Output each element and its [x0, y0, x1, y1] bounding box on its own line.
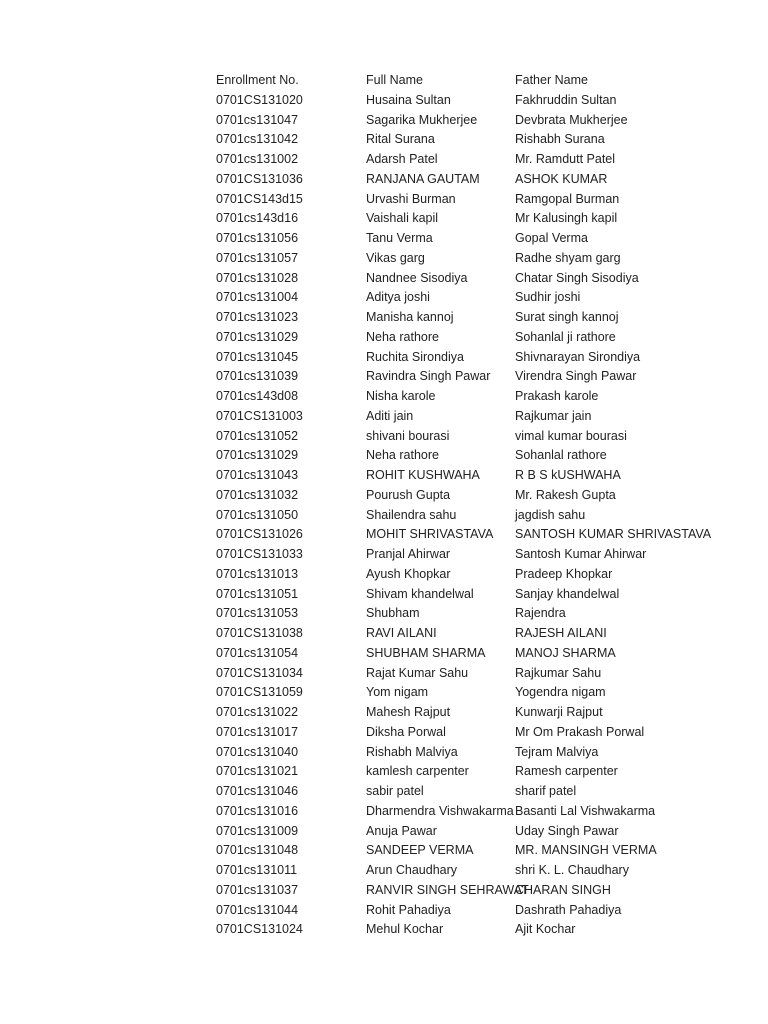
full-name-cell: Yom nigam: [366, 685, 429, 700]
enrollment-no-cell: 0701CS143d15: [216, 191, 303, 206]
enrollment-no-cell: 0701cs131022: [216, 705, 299, 719]
table-header-row: [216, 71, 662, 91]
enrollment-no-cell: 0701cs131016: [216, 803, 299, 818]
enrollment-no-cell: 0701cs131013: [216, 566, 299, 581]
enrollment-no-cell: 0701CS131003: [216, 408, 303, 423]
full-name-cell: Aditi jain: [366, 408, 414, 423]
table-row: [216, 901, 662, 921]
full-name-cell: SANDEEP VERMA: [366, 843, 474, 858]
full-name-cell: Shivam khandelwal: [366, 586, 474, 601]
enrollment-no-cell: 0701cs131039: [216, 369, 299, 384]
table-row: [216, 387, 662, 407]
enrollment-no-cell: 0701cs131009: [216, 823, 299, 838]
full-name-cell: Rohit Pahadiya: [366, 902, 451, 917]
full-name-cell: RAVI AILANI: [366, 626, 437, 640]
full-name-cell: Anuja Pawar: [366, 823, 437, 838]
enrollment-no-cell: 0701cs131042: [216, 132, 299, 147]
table-row: [216, 249, 662, 269]
table-row: [216, 328, 662, 348]
father-name-cell: Ramgopal Burman: [515, 191, 620, 206]
table-row: [216, 288, 662, 308]
table-row: [216, 782, 662, 802]
full-name-cell: Mahesh Rajput: [366, 705, 451, 719]
full-name-cell: Vaishali kapil: [366, 211, 439, 226]
father-name-cell: Surat singh kannoj: [515, 310, 619, 324]
father-name-cell: Chatar Singh Sisodiya: [515, 270, 639, 285]
full-name-cell: Rital Surana: [366, 132, 435, 147]
full-name-cell: Ravindra Singh Pawar: [366, 369, 491, 384]
father-name-cell: Devbrata Mukherjee: [515, 112, 628, 127]
header-enrollment-no: Enrollment No.: [216, 73, 299, 87]
father-name-cell: Sohanlal ji rathore: [515, 329, 616, 344]
enrollment-no-cell: 0701cs131047: [216, 112, 299, 127]
table-row: [216, 130, 662, 150]
father-name-cell: Shivnarayan Sirondiya: [515, 349, 641, 364]
enrollment-no-cell: 0701CS131024: [216, 922, 303, 937]
full-name-cell: Arun Chaudhary: [366, 863, 458, 877]
father-name-cell: Prakash karole: [515, 389, 599, 403]
table-row: [216, 683, 662, 703]
table-row: [216, 920, 662, 940]
father-name-cell: Mr. Ramdutt Patel: [515, 152, 616, 166]
full-name-cell: Aditya joshi: [366, 290, 430, 305]
table-row: [216, 762, 662, 782]
father-name-cell: Ramesh carpenter: [515, 764, 618, 779]
father-name-cell: Rajendra: [515, 606, 566, 621]
enrollment-no-cell: 0701cs131029: [216, 448, 299, 463]
full-name-cell: Mehul Kochar: [366, 922, 444, 937]
father-name-cell: Mr Kalusingh kapil: [515, 211, 618, 226]
father-name-cell: vimal kumar bourasi: [515, 428, 627, 443]
full-name-cell: Vikas garg: [366, 250, 425, 265]
header-father-name: Father Name: [515, 73, 588, 87]
enrollment-no-cell: 0701cs131044: [216, 902, 299, 917]
table-row: [216, 407, 662, 427]
father-name-cell: sharif patel: [515, 784, 577, 798]
enrollment-table: [216, 71, 712, 940]
table-row: [216, 604, 662, 624]
father-name-cell: SANTOSH KUMAR SHRIVASTAVA: [515, 527, 712, 542]
table-row: [216, 723, 662, 743]
table-row: [216, 664, 662, 684]
full-name-cell: kamlesh carpenter: [366, 764, 469, 779]
father-name-cell: Virendra Singh Pawar: [515, 369, 637, 384]
table-row: [216, 269, 662, 289]
full-name-cell: Diksha Porwal: [366, 724, 446, 739]
table-row: [216, 111, 662, 131]
table-row: [216, 486, 662, 506]
table-row: [216, 624, 662, 644]
father-name-cell: Pradeep Khopkar: [515, 566, 613, 581]
father-name-cell: RAJESH AILANI: [515, 626, 607, 640]
enrollment-no-cell: 0701cs131050: [216, 507, 299, 522]
enrollment-no-cell: 0701CS131020: [216, 92, 303, 107]
enrollment-no-cell: 0701cs131053: [216, 606, 299, 621]
father-name-cell: Radhe shyam garg: [515, 250, 621, 265]
father-name-cell: CHARAN SINGH: [515, 882, 611, 897]
father-name-cell: Sanjay khandelwal: [515, 586, 620, 601]
father-name-cell: MANOJ SHARMA: [515, 645, 616, 660]
table-row: [216, 861, 662, 881]
table-row: [216, 545, 662, 565]
full-name-cell: Ruchita Sirondiya: [366, 349, 464, 364]
father-name-cell: Santosh Kumar Ahirwar: [515, 547, 647, 561]
full-name-cell: Dharmendra Vishwakarma: [366, 803, 514, 818]
enrollment-no-cell: 0701cs131045: [216, 349, 299, 364]
full-name-cell: Sagarika Mukherjee: [366, 112, 478, 127]
enrollment-no-cell: 0701CS131038: [216, 626, 303, 640]
table-row: [216, 881, 662, 901]
enrollment-no-cell: 0701cs143d08: [216, 389, 299, 403]
full-name-cell: Ayush Khopkar: [366, 566, 451, 581]
father-name-cell: Gopal Verma: [515, 231, 588, 245]
father-name-cell: Mr. Rakesh Gupta: [515, 487, 616, 502]
father-name-cell: Ajit Kochar: [515, 922, 576, 937]
enrollment-no-cell: 0701cs131052: [216, 428, 299, 443]
father-name-cell: Dashrath Pahadiya: [515, 902, 622, 917]
table-row: [216, 209, 662, 229]
enrollment-no-cell: 0701cs131054: [216, 645, 299, 660]
table-row: [216, 703, 662, 723]
enrollment-no-cell: 0701cs131021: [216, 764, 299, 779]
full-name-cell: RANJANA GAUTAM: [366, 171, 480, 186]
enrollment-no-cell: 0701cs131017: [216, 724, 299, 739]
father-name-cell: ASHOK KUMAR: [515, 171, 608, 186]
father-name-cell: jagdish sahu: [515, 507, 586, 522]
father-name-cell: Kunwarji Rajput: [515, 705, 603, 719]
father-name-cell: MR. MANSINGH VERMA: [515, 843, 657, 858]
table-row: [216, 822, 662, 842]
full-name-cell: MOHIT SHRIVASTAVA: [366, 527, 494, 542]
enrollment-no-cell: 0701CS131034: [216, 665, 303, 680]
enrollment-no-cell: 0701CS131033: [216, 547, 303, 561]
table-row: [216, 91, 662, 111]
enrollment-no-cell: 0701CS131036: [216, 171, 303, 186]
enrollment-no-cell: 0701CS131059: [216, 685, 303, 700]
full-name-cell: ROHIT KUSHWAHA: [366, 468, 480, 482]
table-row: [216, 170, 662, 190]
enrollment-no-cell: 0701cs131051: [216, 586, 299, 601]
table-row: [216, 585, 662, 605]
table-row: [216, 466, 662, 486]
enrollment-no-cell: 0701cs131029: [216, 329, 299, 344]
enrollment-no-cell: 0701cs131028: [216, 270, 299, 285]
full-name-cell: Rishabh Malviya: [366, 744, 458, 759]
enrollment-no-cell: 0701cs131046: [216, 784, 299, 798]
father-name-cell: Sudhir joshi: [515, 290, 581, 305]
father-name-cell: R B S kUSHWAHA: [515, 468, 621, 482]
table-row: [216, 841, 662, 861]
enrollment-no-cell: 0701cs143d16: [216, 211, 299, 226]
father-name-cell: Sohanlal rathore: [515, 448, 607, 463]
full-name-cell: Nandnee Sisodiya: [366, 270, 468, 285]
table-row: [216, 150, 662, 170]
enrollment-no-cell: 0701cs131004: [216, 290, 299, 305]
table-row: [216, 743, 662, 763]
enrollment-no-cell: 0701cs131011: [216, 863, 298, 877]
full-name-cell: Neha rathore: [366, 329, 439, 344]
full-name-cell: Rajat Kumar Sahu: [366, 665, 469, 680]
father-name-cell: Yogendra nigam: [515, 685, 606, 700]
enrollment-no-cell: 0701cs131057: [216, 250, 299, 265]
table-row: [216, 525, 712, 545]
table-row: [216, 565, 662, 585]
full-name-cell: Tanu Verma: [366, 231, 433, 245]
full-name-cell: shivani bourasi: [366, 428, 450, 443]
father-name-cell: Tejram Malviya: [515, 744, 599, 759]
table-row: [216, 427, 662, 447]
enrollment-no-cell: 0701CS131026: [216, 527, 303, 542]
father-name-cell: Basanti Lal Vishwakarma: [515, 803, 656, 818]
header-full-name: Full Name: [366, 73, 423, 87]
full-name-cell: Pranjal Ahirwar: [366, 547, 451, 561]
full-name-cell: Manisha kannoj: [366, 310, 454, 324]
full-name-cell: Husaina Sultan: [366, 92, 451, 107]
table-row: [216, 446, 662, 466]
father-name-cell: Rajkumar jain: [515, 408, 592, 423]
enrollment-no-cell: 0701cs131056: [216, 231, 299, 245]
enrollment-no-cell: 0701cs131023: [216, 310, 299, 324]
table-row: [216, 229, 662, 249]
full-name-cell: sabir patel: [366, 784, 424, 798]
father-name-cell: Uday Singh Pawar: [515, 823, 619, 838]
father-name-cell: Mr Om Prakash Porwal: [515, 724, 645, 739]
full-name-cell: Adarsh Patel: [366, 152, 438, 166]
table-row: [216, 802, 662, 822]
father-name-cell: shri K. L. Chaudhary: [515, 863, 629, 877]
enrollment-no-cell: 0701cs131043: [216, 468, 299, 482]
enrollment-no-cell: 0701cs131048: [216, 843, 299, 858]
enrollment-no-cell: 0701cs131002: [216, 152, 299, 166]
full-name-cell: Shailendra sahu: [366, 507, 457, 522]
full-name-cell: Neha rathore: [366, 448, 439, 463]
full-name-cell: Pourush Gupta: [366, 487, 451, 502]
table-row: [216, 308, 662, 328]
table-row: [216, 506, 662, 526]
full-name-cell: SHUBHAM SHARMA: [366, 645, 486, 660]
full-name-cell: RANVIR SINGH SEHRAWAT: [366, 882, 529, 897]
enrollment-no-cell: 0701cs131037: [216, 882, 299, 897]
enrollment-no-cell: 0701cs131032: [216, 487, 299, 502]
full-name-cell: Shubham: [366, 606, 420, 621]
table-row: [216, 348, 662, 368]
father-name-cell: Rajkumar Sahu: [515, 665, 602, 680]
table-row: [216, 644, 662, 664]
full-name-cell: Urvashi Burman: [366, 191, 456, 206]
table-row: [216, 190, 662, 210]
full-name-cell: Nisha karole: [366, 389, 436, 403]
enrollment-no-cell: 0701cs131040: [216, 744, 299, 759]
father-name-cell: Fakhruddin Sultan: [515, 92, 617, 107]
table-row: [216, 367, 662, 387]
father-name-cell: Rishabh Surana: [515, 132, 605, 147]
